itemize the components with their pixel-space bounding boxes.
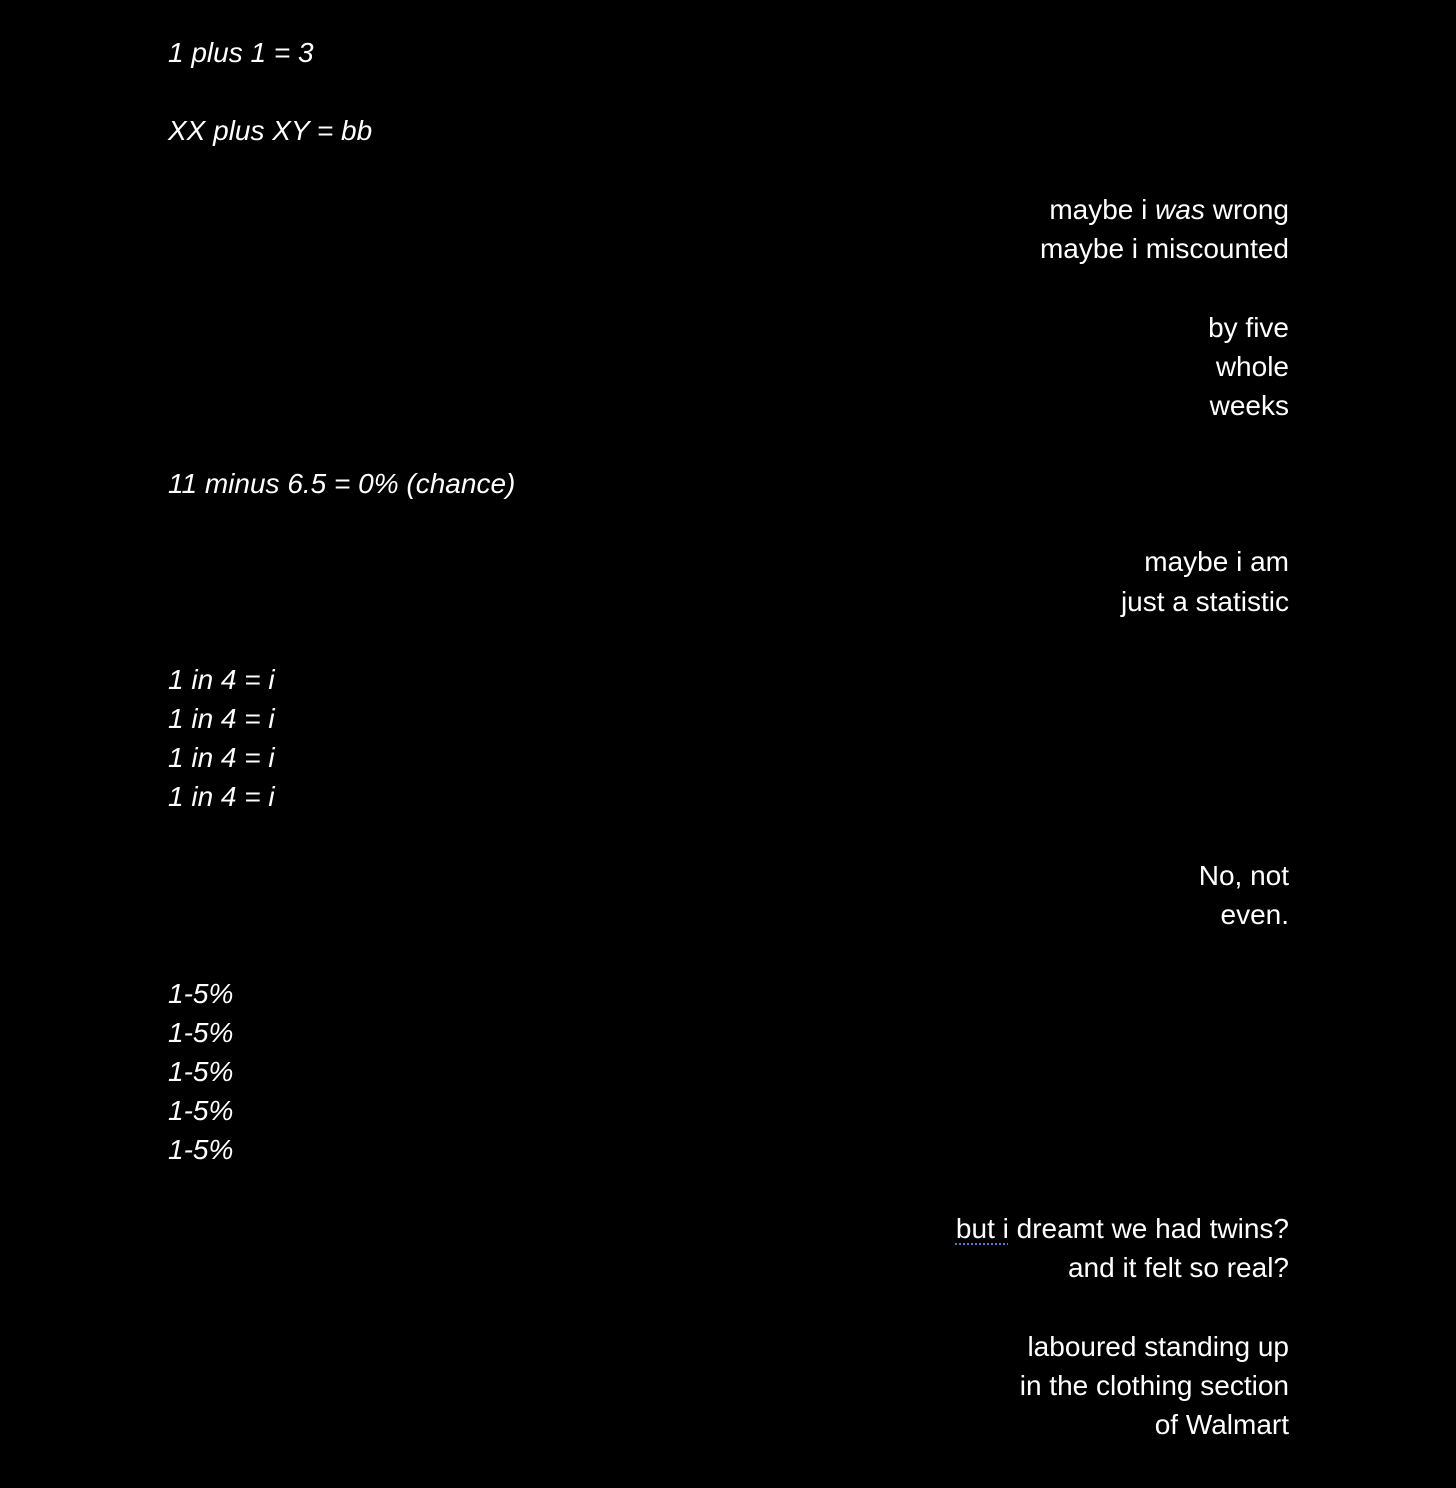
poem-line: maybe i miscounted bbox=[1039, 233, 1289, 264]
poem-line: laboured standing up bbox=[1027, 1331, 1289, 1362]
poem-line: maybe i am bbox=[1144, 546, 1289, 577]
equation-line: 11 minus 6.5 = 0% (chance) bbox=[168, 468, 516, 499]
poem-line: weeks bbox=[1209, 390, 1289, 421]
spellcheck-underlined-text[interactable]: but i bbox=[955, 1213, 1009, 1244]
poem-line: No, not bbox=[1198, 860, 1289, 891]
poem-line: just a statistic bbox=[1120, 586, 1289, 617]
poem-line: of Walmart bbox=[1154, 1409, 1289, 1440]
equation-line: 1 plus 1 = 3 bbox=[168, 37, 314, 68]
poem-line: even. bbox=[1220, 899, 1289, 930]
equation-line: 1-5% bbox=[168, 1017, 234, 1048]
equation-line: XX plus XY = bb bbox=[168, 115, 373, 146]
poem-line: whole bbox=[1215, 351, 1289, 382]
equation-line: 1 in 4 = i bbox=[168, 742, 275, 773]
equation-line: 1-5% bbox=[168, 1056, 234, 1087]
poem-line: in the clothing section bbox=[1019, 1370, 1289, 1401]
equation-line: 1 in 4 = i bbox=[168, 703, 275, 734]
equation-line: 1 in 4 = i bbox=[168, 781, 275, 812]
poem-line-part: wrong bbox=[1204, 194, 1289, 225]
equation-line: 1-5% bbox=[168, 1095, 234, 1126]
poem-line-part: dreamt we had twins? bbox=[1008, 1213, 1289, 1244]
poem-line bbox=[1049, 196, 1289, 224]
equation-line: 1-5% bbox=[168, 978, 234, 1009]
poem-line: and it felt so real? bbox=[1067, 1252, 1289, 1283]
poem-line-part: maybe i bbox=[1049, 194, 1156, 225]
poem-line: by five bbox=[1208, 312, 1289, 343]
poem-line bbox=[956, 1215, 1289, 1243]
poem-line-emphasis: was bbox=[1155, 194, 1205, 225]
equation-line: 1 in 4 = i bbox=[168, 664, 275, 695]
equation-line: 1-5% bbox=[168, 1134, 234, 1165]
